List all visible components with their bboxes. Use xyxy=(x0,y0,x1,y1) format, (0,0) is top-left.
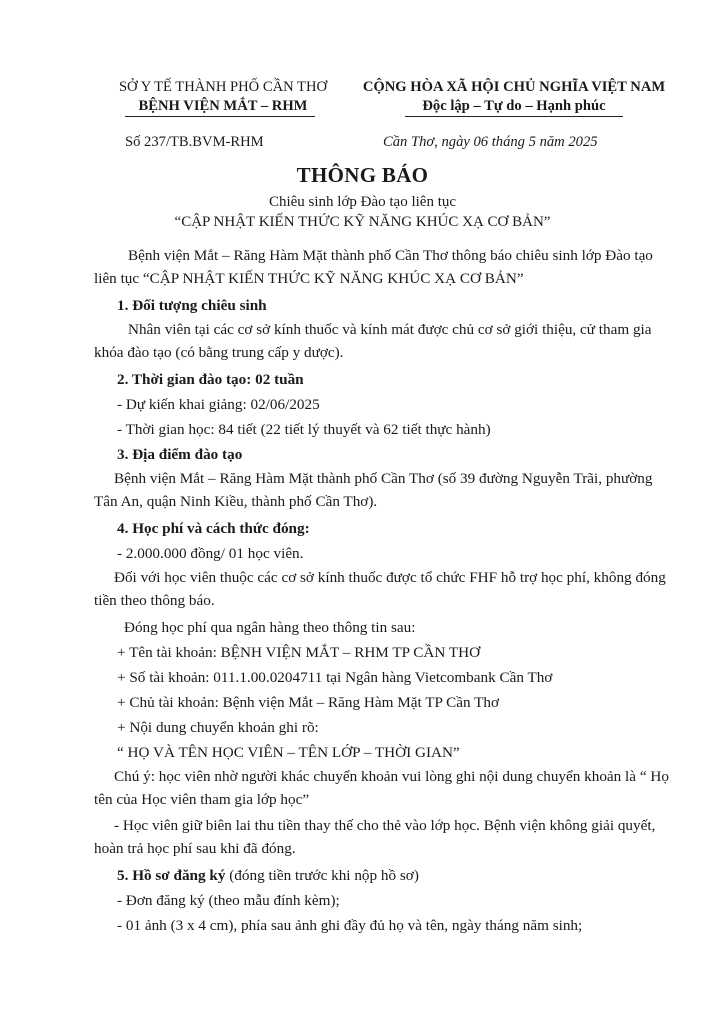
fhf-support-note: Đối với học viên thuộc các cơ sở kính thuốc được tổ chức FHF hỗ trợ học phí, không đóng tiền theo thông báo. xyxy=(94,569,666,609)
national-title: CỘNG HÒA XÃ HỘI CHỦ NGHĨA VIỆT NAM xyxy=(362,79,666,95)
transfer-content-label: + Nội dung chuyển khoản ghi rõ: xyxy=(117,719,319,736)
motto-underline xyxy=(405,116,623,117)
document-title: THÔNG BÁO xyxy=(296,163,429,187)
transfer-note: Chú ý: học viên nhờ người khác chuyển khoản vui lòng ghi nội dung chuyển khoản là “ Họ tên của Học viên tham gia lớp học” xyxy=(94,768,669,808)
document-date: Cần Thơ, ngày 06 tháng 5 năm 2025 xyxy=(383,134,598,150)
photo-item: - 01 ảnh (3 x 4 cm), phía sau ảnh ghi đầy đủ họ và tên, ngày tháng năm sinh; xyxy=(117,917,583,934)
account-owner: + Chủ tài khoản: Bệnh viện Mắt – Răng Hàm Mặt TP Cần Thơ xyxy=(117,694,500,711)
section-5-heading: 5. Hồ sơ đăng ký xyxy=(117,867,226,884)
issuer-hospital: BỆNH VIỆN MẮT – RHM xyxy=(138,98,308,114)
national-motto-block xyxy=(348,78,680,116)
registration-form-item: - Đơn đăng ký (theo mẫu đính kèm); xyxy=(117,892,340,909)
section-5-heading-note: (đóng tiền trước khi nộp hồ sơ) xyxy=(225,867,419,884)
issuer-underline xyxy=(125,116,315,117)
document-subtitle: Chiêu sinh lớp Đào tạo liên tục xyxy=(268,194,457,210)
receipt-note: - Học viên giữ biên lai thu tiền thay thế cho thẻ vào lớp học. Bệnh viện không giải quyết, hoàn trả học phí sau khi đã đóng. xyxy=(94,817,656,857)
issuer-block xyxy=(100,78,346,116)
study-hours: - Thời gian học: 84 tiết (22 tiết lý thuyết và 62 tiết thực hành) xyxy=(117,421,491,438)
issuer-department: SỞ Y TẾ THÀNH PHỐ CẦN THƠ xyxy=(118,79,328,95)
account-name: + Tên tài khoản: BỆNH VIỆN MẮT – RHM TP CẦN THƠ xyxy=(117,644,481,661)
document-number: Số 237/TB.BVM-RHM xyxy=(125,134,264,150)
document-body xyxy=(94,244,676,938)
section-1-text: Nhân viên tại các cơ sở kính thuốc và kính mát được chủ cơ sở giới thiệu, cử tham gia khóa đào tạo (có bằng trung cấp y dược). xyxy=(94,321,652,361)
section-2-heading: 2. Thời gian đào tạo: 02 tuần xyxy=(117,371,304,388)
tuition-fee: - 2.000.000 đồng/ 01 học viên. xyxy=(117,545,304,562)
section-3-heading: 3. Địa điểm đào tạo xyxy=(117,446,243,463)
intro-paragraph: Bệnh viện Mắt – Răng Hàm Mặt thành phố Cần Thơ thông báo chiêu sinh lớp Đào tạo liên tục “CẬP NHẬT KIẾN THỨC KỸ NĂNG KHÚC XẠ CƠ BẢN” xyxy=(94,247,653,287)
bank-intro: Đóng học phí qua ngân hàng theo thông tin sau: xyxy=(124,619,416,636)
section-1-heading: 1. Đối tượng chiêu sinh xyxy=(117,297,267,314)
start-date: - Dự kiến khai giảng: 02/06/2025 xyxy=(117,396,320,413)
section-5-heading-row xyxy=(94,863,676,888)
transfer-content-format: “ HỌ VÀ TÊN HỌC VIÊN – TÊN LỚP – THỜI GIAN” xyxy=(117,744,460,761)
section-4-heading: 4. Học phí và cách thức đóng: xyxy=(117,520,310,537)
national-motto: Độc lập – Tự do – Hạnh phúc xyxy=(422,98,606,114)
account-number: + Số tài khoản: 011.1.00.0204711 tại Ngân hàng Vietcombank Cần Thơ xyxy=(117,669,553,686)
section-3-text: Bệnh viện Mắt – Răng Hàm Mặt thành phố Cần Thơ (số 39 đường Nguyễn Trãi, phường Tân An, quận Ninh Kiều, thành phố Cần Thơ). xyxy=(94,470,653,510)
course-name: “CẬP NHẬT KIẾN THỨC KỸ NĂNG KHÚC XẠ CƠ BẢN” xyxy=(174,214,551,230)
